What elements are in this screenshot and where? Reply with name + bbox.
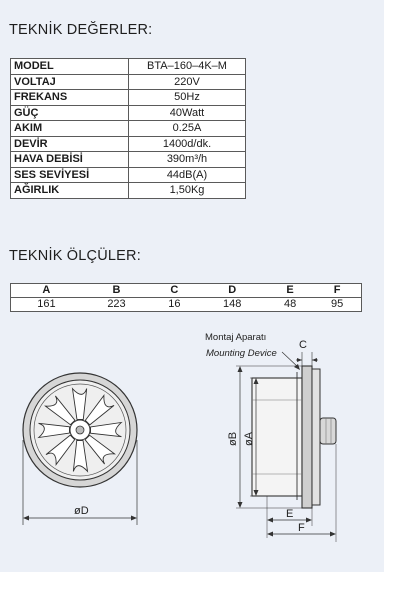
dims-header: C [151,284,197,298]
dims-header: B [82,284,151,298]
spec-label: AKIM [11,121,129,137]
mount-label-en: Mounting Device [206,348,277,359]
fan-front-view [23,373,137,487]
dims-value: 223 [82,298,151,312]
spec-label: HAVA DEBİSİ [11,152,129,168]
mounting-device-note [205,332,300,370]
spec-value: 1,50Kg [129,183,246,199]
dims-value: 48 [267,298,313,312]
spec-title: TEKNİK DEĞERLER: [9,22,153,38]
dims-value: 161 [11,298,82,312]
spec-label: FREKANS [11,90,129,106]
spec-label: DEVİR [11,136,129,152]
spec-label: GÜÇ [11,105,129,121]
spec-label: VOLTAJ [11,74,129,90]
dim-b-label: øB [227,431,239,446]
spec-label: AĞIRLIK [11,183,129,199]
spec-value: 40Watt [129,105,246,121]
dims-header: F [313,284,361,298]
dims-header: E [267,284,313,298]
dim-e-label: E [286,508,294,520]
dims-header: A [11,284,82,298]
dim-c-label: C [299,339,307,351]
fan-side-view [252,366,336,508]
dims-header: D [198,284,267,298]
spec-label: SES SEVİYESİ [11,167,129,183]
dims-title: TEKNİK ÖLÇÜLER: [9,248,141,264]
spec-value: 0.25A [129,121,246,137]
spec-value: 50Hz [129,90,246,106]
spec-value: 220V [129,74,246,90]
dims-value: 16 [151,298,197,312]
dims-value: 148 [198,298,267,312]
spec-value: 390m³/h [129,152,246,168]
spec-value: BTA–160–4K–M [129,59,246,75]
dim-a-label: øA [243,431,255,446]
dim-a [243,378,259,496]
spec-value: 1400d/dk. [129,136,246,152]
dim-c [296,339,318,366]
spec-value: 44dB(A) [129,167,246,183]
mount-label-tr: Montaj Aparatı [205,332,267,343]
spec-label: MODEL [11,59,129,75]
dim-f-label: F [298,522,305,534]
dim-d-label: øD [74,505,89,517]
dims-value: 95 [313,298,361,312]
